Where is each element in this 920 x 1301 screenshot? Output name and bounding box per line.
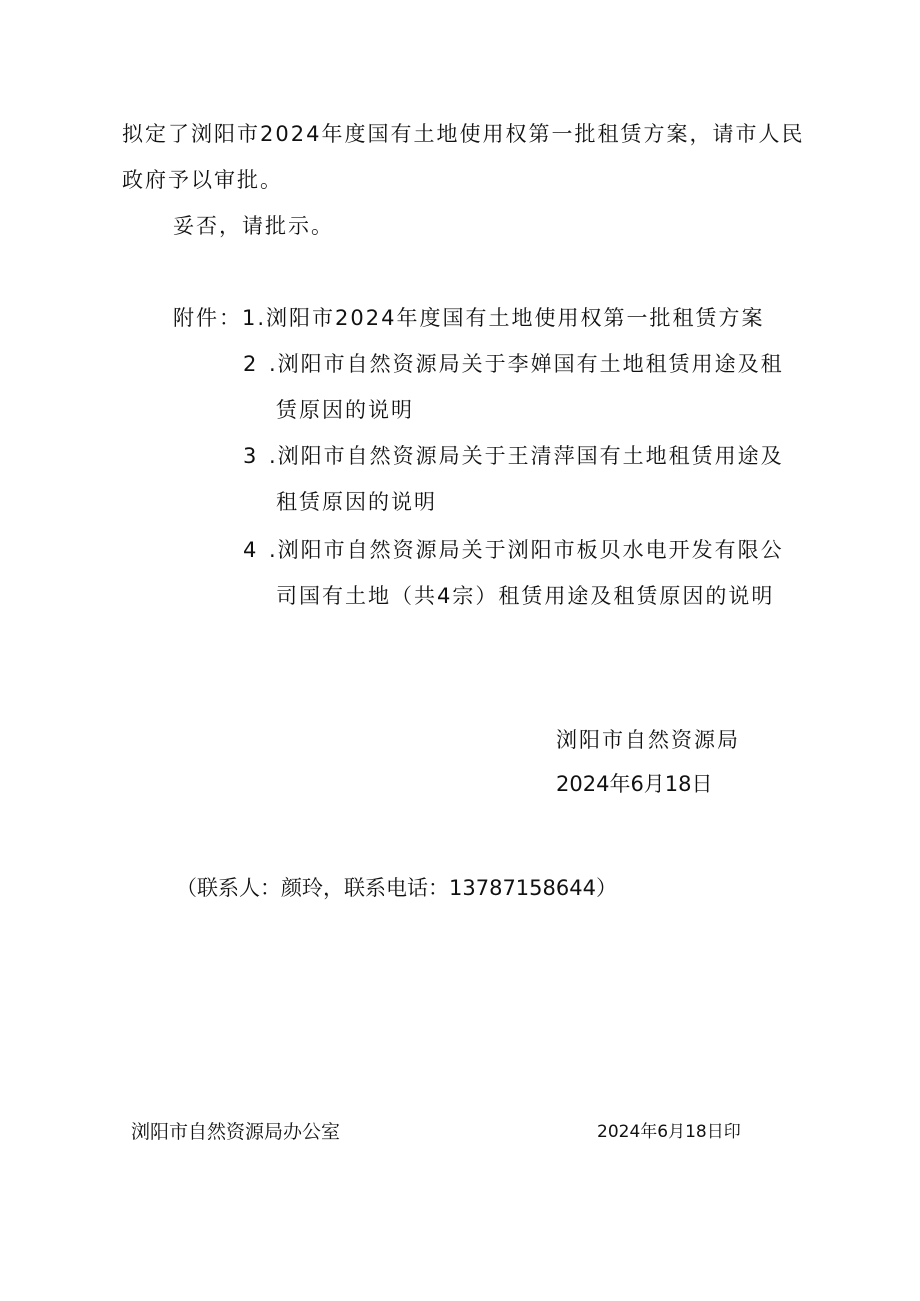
attachment-item-4-text-line-1: .浏阳市自然资源局关于浏阳市板贝水电开发有限公 <box>269 538 784 562</box>
body-paragraph-line-1: 拟定了浏阳市2024年度国有土地使用权第一批租赁方案，请市人民 <box>122 122 805 146</box>
attachment-item-3 <box>243 442 784 470</box>
attachment-item-4-text-line-2: 司国有土地（共4宗）租赁用途及租赁原因的说明 <box>276 584 775 608</box>
attachment-item-2-text-line-2: 赁原因的说明 <box>276 398 414 422</box>
attachment-item-2-number: 2 <box>243 352 259 376</box>
attachments-line-1 <box>173 304 764 332</box>
attachment-item-3-text-line-1: .浏阳市自然资源局关于王清萍国有土地租赁用途及 <box>269 444 784 468</box>
signature-org: 浏阳市自然资源局 <box>556 728 740 752</box>
attachment-item-3-number: 3 <box>243 444 259 468</box>
attachment-item-4 <box>243 536 784 564</box>
footer-office: 浏阳市自然资源局办公室 <box>131 1121 341 1143</box>
attachment-item-4-number: 4 <box>243 538 259 562</box>
body-paragraph-line-2: 政府予以审批。 <box>122 168 283 192</box>
contact-info: （联系人：颜玲，联系电话：13787158644） <box>176 876 617 900</box>
attachment-item-3-text-line-2: 租赁原因的说明 <box>276 490 437 514</box>
signature-date: 2024年6月18日 <box>556 772 713 796</box>
attachment-item-1: 1.浏阳市2024年度国有土地使用权第一批租赁方案 <box>242 306 765 330</box>
attachment-item-2 <box>243 350 784 378</box>
footer-print-date: 2024年6月18日印 <box>597 1122 741 1142</box>
closing-request: 妥否，请批示。 <box>173 214 334 238</box>
attachment-item-2-text-line-1: .浏阳市自然资源局关于李婵国有土地租赁用途及租 <box>269 352 784 376</box>
attachments-prefix: 附件： <box>173 306 242 330</box>
